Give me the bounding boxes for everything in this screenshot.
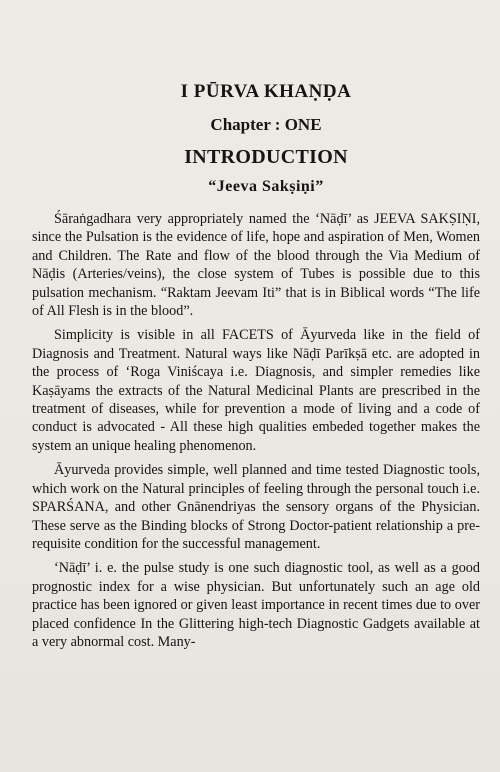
show-through-line — [30, 18, 480, 36]
paragraph-4: ‘Nāḍī’ i. e. the pulse study is one such diagnostic tool, as well as a good prognostic index for a wise physician. But unfortunately such an age old practice has been ignored or given least importance in recent times due to over placed confidence In the Glittering high-tech Diagnostic Gadgets available at a very abnormal cost. Many- — [32, 560, 480, 650]
chapter-heading: Chapter : ONE — [210, 115, 322, 134]
show-through-line — [30, 0, 480, 18]
section-subtitle: “Jeeva Sakṣiṇi” — [208, 178, 324, 195]
show-through-line — [30, 36, 480, 54]
paragraph-3: Āyurveda provides simple, well planned and time tested Diagnostic tools, which work on the Natural principles of feeling through the personal touch i.e. SPARŚANA, and other Gnānendriyas the sensory organs of the Physician. These serve as the Binding blocks of Strong Doctor-patient relationship a pre-requisite condition for the successful management. — [32, 462, 480, 552]
part-title: I PŪRVA KHAṆḌA — [180, 81, 352, 102]
paragraph-1: Śāraṅgadhara very appropriately named the ‘Nāḍī’ as JEEVA SAKṢIṆI, since the Pulsation is the evidence of life, hope and aspiration of Men, Women and Children. The Rate and flow of the blood through the Via Medium of Nāḍis (Arteries/veins), the close system of Tubes is possible due to this pulsation mechanism. “Raktam Jeevam Iti” that is in Biblical words “The life of All Flesh is in the blood”. — [32, 211, 480, 320]
show-through-line — [30, 54, 480, 72]
show-through-text — [30, 0, 480, 78]
paragraph-2: Simplicity is visible in all FACETS of Āyurveda like in the field of Diagnosis and Treatment. Natural ways like Nāḍī Parīkṣā etc. are adopted in the process of ‘Roga Viniścaya i.e. Diagnosis, and simpler remedies like Kaṣāyams the extracts of the Natural Medicinal Plants are prescribed in the treatment of diseases, while for prevention a mode of living and a code of conduct is advocated - All these high qualities embeded together makes the system an unique healing phenomenon. — [32, 327, 480, 454]
body-text — [32, 210, 480, 651]
section-title: INTRODUCTION — [184, 146, 348, 168]
page-content — [32, 80, 480, 657]
